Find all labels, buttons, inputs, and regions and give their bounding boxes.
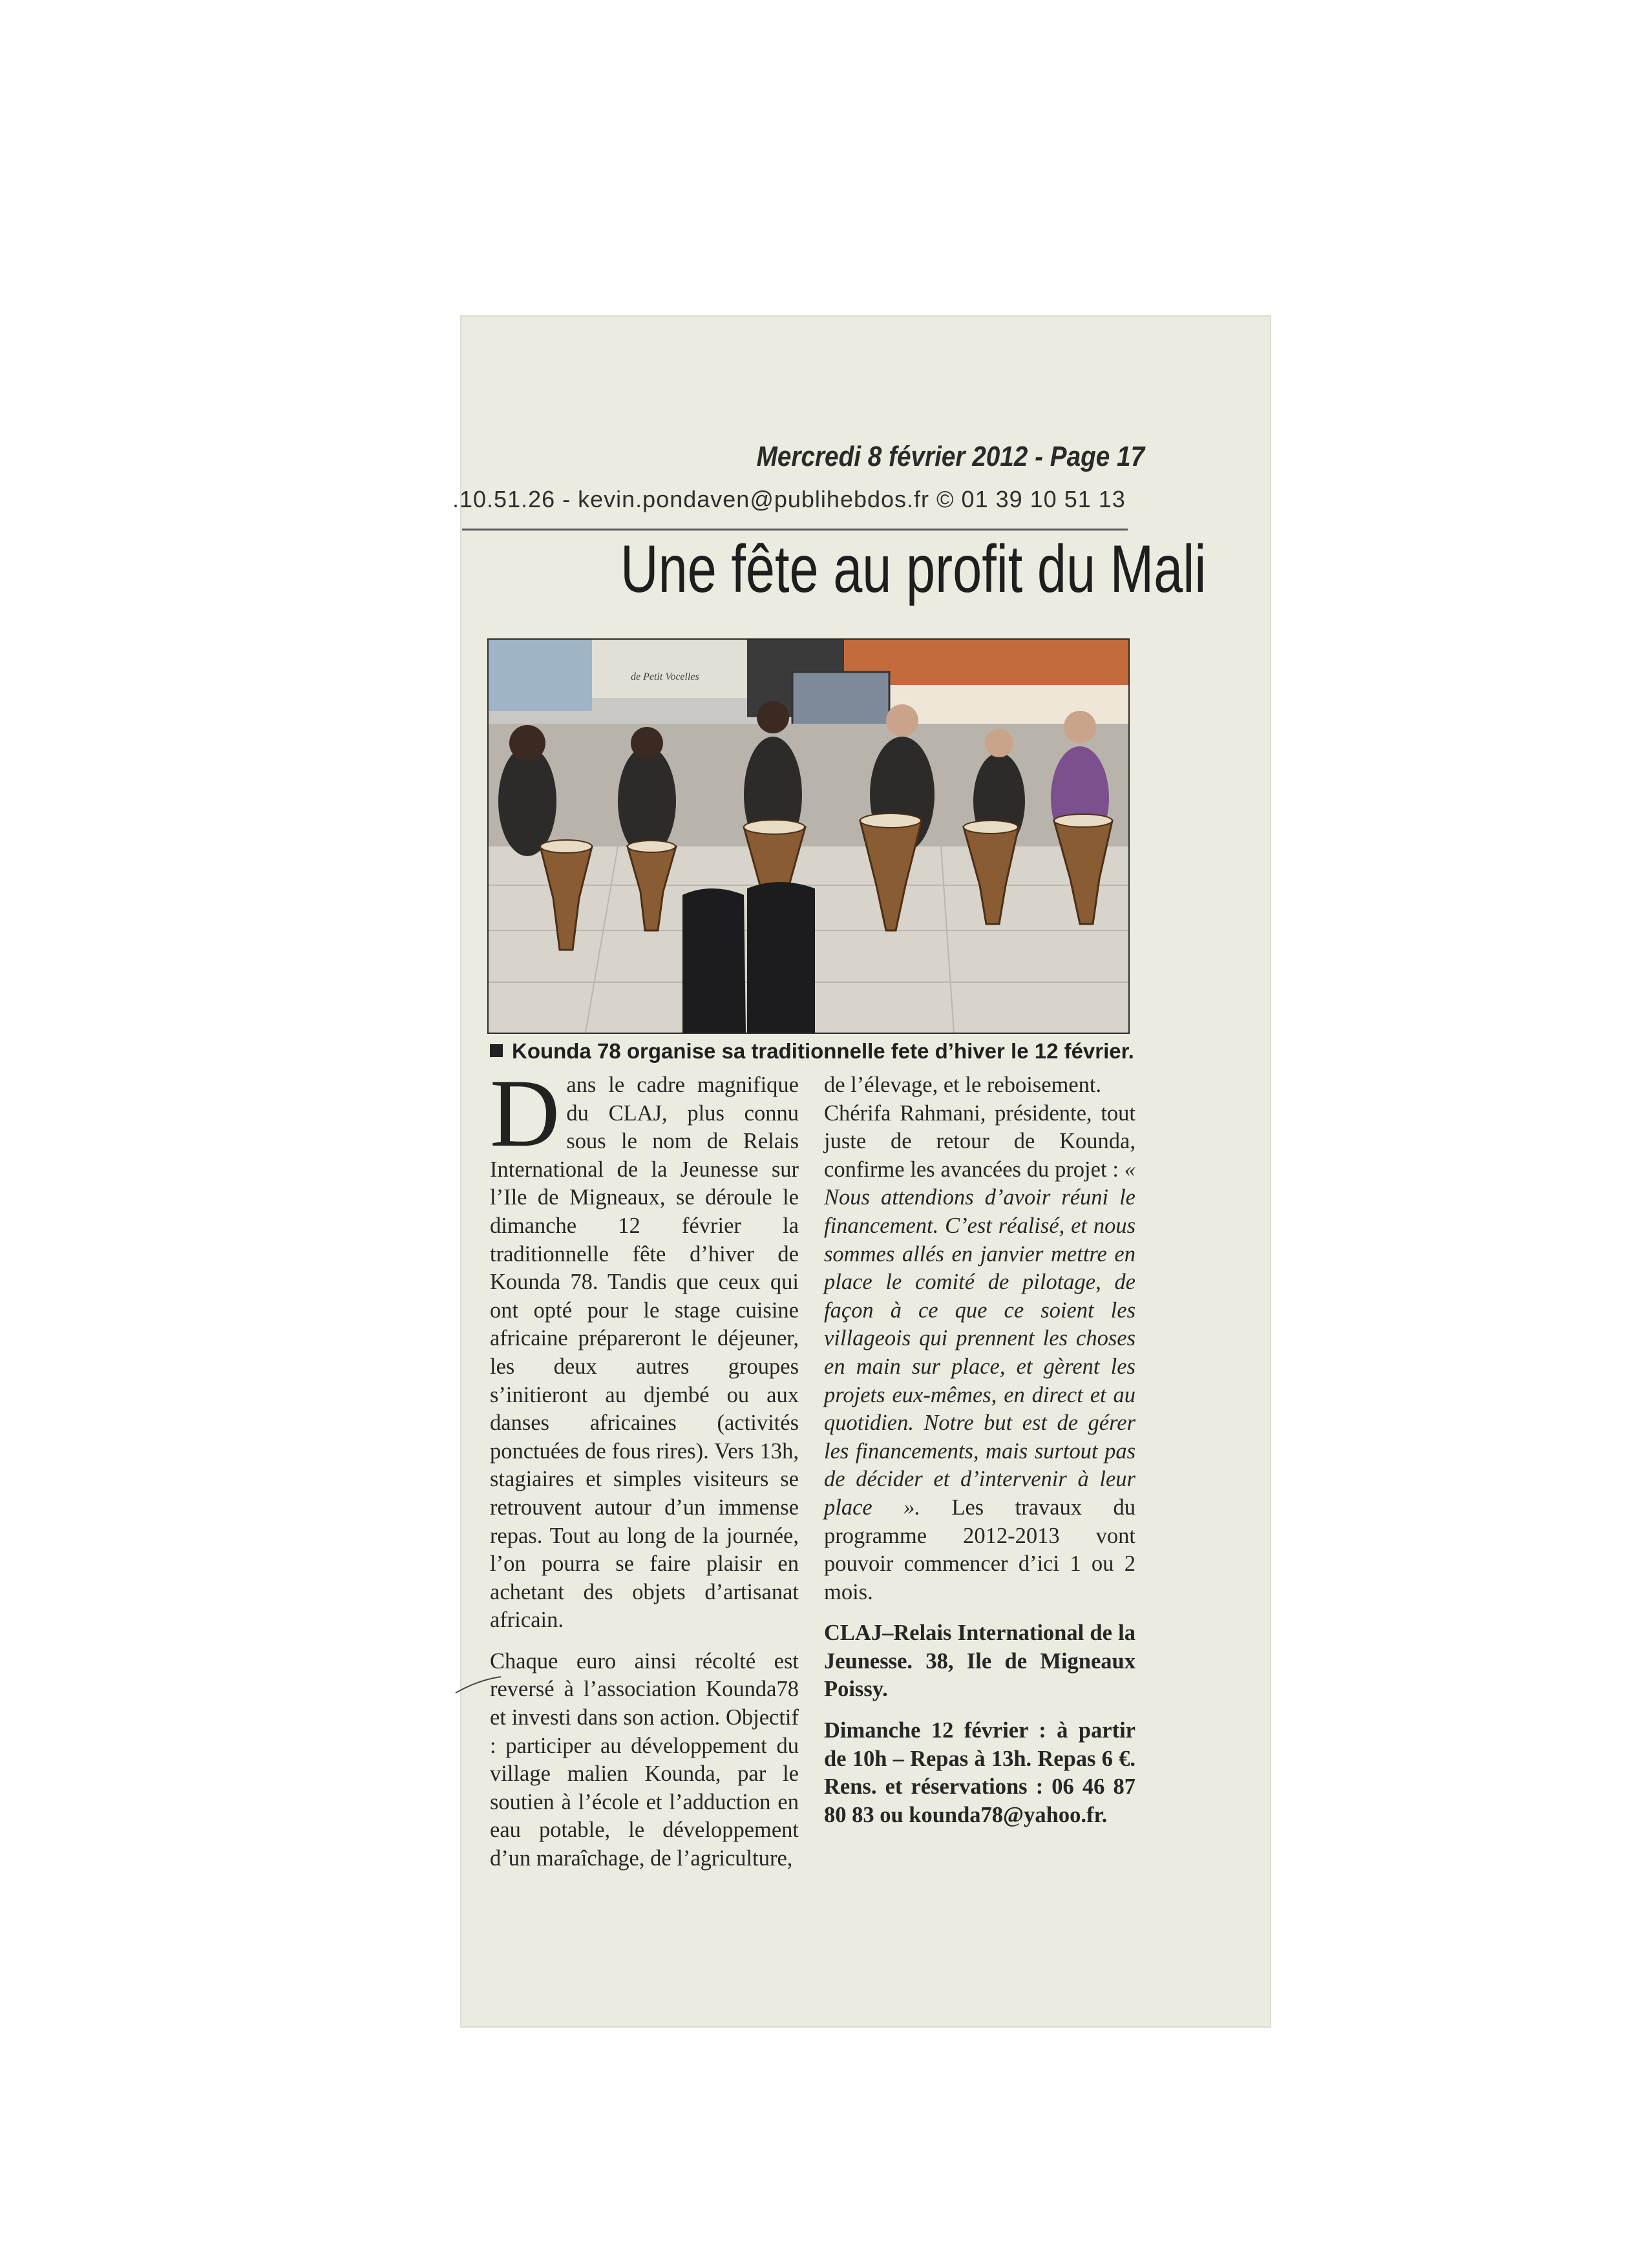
article-headline: Une fête au profit du Mali (620, 532, 1207, 607)
event-schedule: Dimanche 12 février : à partir de 10h – Repas à 13h. Repas 6 €. Rens. et réservations : 06 46 87 80 83 ou kounda78@yahoo.fr. (824, 1718, 1136, 1827)
caption-text: Kounda 78 organise sa traditionnelle fete d’hiver le 12 février. (512, 1039, 1134, 1063)
photo-sign-text: de Petit Vocelles (631, 671, 699, 682)
paragraph-3-end: Les travaux du programme 2012-2013 vont pouvoir commencer d’ici 1 ou 2 mois. (824, 1495, 1136, 1604)
drop-cap: D (490, 1060, 560, 1167)
article-column-right (824, 1071, 1136, 1829)
article-paragraph (490, 1060, 799, 1635)
article-paragraph-2-continued: de l’élevage, et le reboisement. (824, 1073, 1102, 1097)
article-column-left (490, 1060, 799, 1873)
pen-mark (452, 1674, 504, 1699)
paragraph-1-text: ans le cadre magnifique du CLAJ, plus connu sous le nom de Relais International de la Jeunesse sur l’Ile de Migneaux, se déroule le dimanche 12 février la traditionnelle fête d’hiver de Kounda 78. Tandis que ceux qui ont opté pour le stage cuisine africaine prépareront le déjeuner, les deux autres groupes s’initieront au djembé ou aux danses africaines (activités ponctuées de fous rires). Vers 13h, stagiaires et simples visiteurs se retrouvent autour d’un immense repas. Tout au long de la journée, l’on pourra se faire plaisir en achetant des objets d’artisanat africain. (490, 1073, 799, 1633)
article-paragraph-2: Chaque euro ainsi récolté est reversé à l’association Kounda78 et investi dans son action. Objectif : participer au développement du village malien Kounda, par le soutien à l’école et l’adduction en eau potable, le développement d’un maraîchage, de l’agriculture, (490, 1648, 799, 1871)
caption-square-bullet (490, 1044, 503, 1057)
article-paragraph-3 (824, 1100, 1136, 1607)
paragraph-3-intro: Chérifa Rahmani, présidente, tout juste de retour de Kounda, confirme les avancées du projet : (824, 1100, 1136, 1182)
president-quote: « Nous attendions d’avoir réuni le financement. C’est réalisé, et nous sommes allés en janvier mettre en place le comité de pilotage, de façon à ce que ce soient les villageois qui prennent les choses en main sur place, et gèrent les projets eux-mêmes, en direct et au quotidien. Notre but est de gérer les financements, mais surtout pas de décider et d’intervenir à leur place ». (824, 1157, 1136, 1520)
article-photo (487, 638, 1130, 1034)
drum-circle-photo (489, 640, 1128, 1033)
venue-address: CLAJ–Relais International de la Jeunesse. 38, Ile de Migneaux Poissy. (824, 1621, 1136, 1702)
header-rule (462, 529, 1128, 530)
photo-caption (490, 1039, 1134, 1070)
date-page-header: Mercredi 8 février 2012 - Page 17 (756, 441, 1145, 472)
contact-line: .10.51.26 - kevin.pondaven@publihebdos.fr © 01 39 10 51 13 (452, 486, 1126, 512)
